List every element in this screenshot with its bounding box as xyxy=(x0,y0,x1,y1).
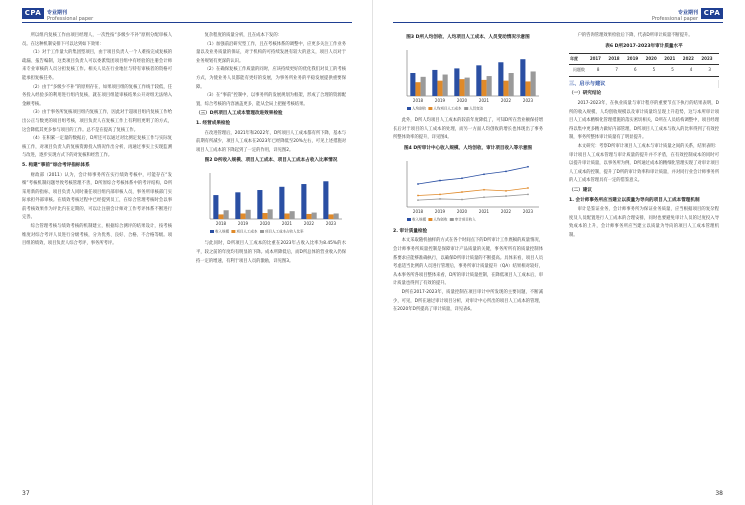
paragraph: （4）在积累一定量的数据后，D所还可以通过对比测定复核工作与实际复核工作，对项目负责人的复核资源投入情况作出分析，再通过事实上实现监测与改进，逐步实现方式下的对复核和经营工作。 xyxy=(22,136,172,159)
paragraph: （3）由于事务所复核项目组内复核工作，因此对于超项目组内复核工作给出公正与数更的项目组考核，项目负责人在复核工作上有利用更明了的方式，这会降低其更多参与项目的工作。总不是在提高了复核工作。 xyxy=(22,110,172,133)
paragraph: 2017-2023年，在执业质量与审计程序的重要节点下执行的结果表明，D所的收入规模、人均创收规模以及审计质量均呈现上升趋势，这与本所审计项目人工成本精细化管理措施的落实密切相关，D所在人员结构调整中，项目经理得以集中更多精力做好内部管理，D所项目人工成本与收入的比率得到了有效控制，事务所整体审计质量有了明显提升。 xyxy=(569,100,719,141)
journal-logo-right: CPA xyxy=(701,8,723,19)
page-number-left: 37 xyxy=(22,490,30,497)
data-point xyxy=(483,196,485,198)
table-cell: 5 xyxy=(645,65,664,77)
x-tick-label: 2021 xyxy=(478,208,490,214)
x-tick-label: 2021 xyxy=(281,221,293,227)
data-point xyxy=(483,189,485,191)
bar xyxy=(284,214,289,220)
data-point xyxy=(483,173,485,175)
legend-label: 审计项目收入 xyxy=(454,217,476,222)
legend-label: 人均创收 xyxy=(412,106,426,111)
figure-caption: 图4 D所审计中心收入规模、人均创收、审计项目收入等示意图 xyxy=(403,145,533,151)
data-point xyxy=(439,198,441,200)
bar xyxy=(240,214,245,220)
table-row xyxy=(569,65,719,77)
subsection-heading: 1. 会计师事务所应当建立以质量为导向的项目人工成本管理机制 xyxy=(569,197,700,203)
data-point xyxy=(439,193,441,195)
legend-swatch xyxy=(231,230,235,233)
data-point xyxy=(505,195,507,197)
data-point xyxy=(461,177,463,179)
table-caption: 表6 D所2017-2023年审计质量水平 xyxy=(605,43,683,49)
subsection-heading: 2. 审计质量检验 xyxy=(393,228,428,234)
page-number-right: 38 xyxy=(715,490,723,497)
journal-title: 专业期刊 xyxy=(47,10,68,16)
legend-label: 人均创收 xyxy=(433,217,448,222)
right-column-1 xyxy=(393,32,543,315)
paragraph: （1）加强前沿研究型工作，且在考核体系的调整中，应更多关注工作业务量以及业务质量的保证，对于机构的可持续发展有较大的意义，项目人员对于业务规划有更深的认识。 xyxy=(196,41,346,64)
bar xyxy=(235,193,240,220)
x-tick-label: 2020 xyxy=(259,221,271,227)
right-column-2 xyxy=(569,32,719,240)
data-point xyxy=(461,198,463,200)
bar xyxy=(301,184,306,219)
table-header-cell: 2018 xyxy=(607,53,626,65)
journal-header-right xyxy=(652,10,698,22)
bar xyxy=(213,195,218,219)
subsection-heading: （一）研究结论 xyxy=(569,91,602,97)
x-tick-label: 2022 xyxy=(500,208,512,214)
table-header-cell: 2020 xyxy=(645,53,664,65)
chart-3 xyxy=(393,44,543,114)
paragraph: 所以组内复核工作由项目经理人，一次性按“多级少不补”原则分配审核人员。在这种机制安排下可以达到如下效果： xyxy=(22,33,172,47)
x-tick-label: 2019 xyxy=(434,208,446,214)
paragraph: 审计是鉴证业务，会计师事务所为保证业务质量，应当根据项目的复杂程度及人员配置进行人工成本的合理安排，同时也要避免审计人员的过度投入导致成本的上升，会计师事务所应当建立以质量为导向的项目人工成本管理机制。 xyxy=(569,207,719,238)
bar xyxy=(487,76,492,96)
bar xyxy=(498,62,503,96)
legend-swatch xyxy=(428,107,432,110)
series-line xyxy=(418,194,528,200)
figure-2 xyxy=(196,167,346,237)
bar xyxy=(432,70,437,96)
right-page xyxy=(373,0,745,505)
bar xyxy=(531,71,536,96)
legend-swatch xyxy=(260,230,264,233)
series-line xyxy=(418,188,528,195)
table-header-cell: 2021 xyxy=(663,53,682,65)
table-header-cell: 年度 xyxy=(569,53,589,65)
figure-caption: 图3 D所人均创收、人均项目人工成本、人员变动情况示意图 xyxy=(406,35,530,40)
data-point xyxy=(417,194,419,196)
paragraph: 与此同时，D所项目人工成本的比重在2023年占收入比率为8.45%的水平，较之前的年度均有明显的下降。成本所降低后，而D所总体的营业收入仍保持一定的增速，有利于项目人员的激励，详见图3。 xyxy=(196,241,346,264)
subsection-heading: 1. 经营成果检验 xyxy=(196,120,231,126)
legend-label: 收入规模 xyxy=(215,230,229,235)
x-tick-label: 2023 xyxy=(325,221,337,227)
legend-label: 项目人工成本占收入比率 xyxy=(265,230,304,235)
bar xyxy=(328,215,333,220)
figure-4 xyxy=(393,155,543,225)
data-point xyxy=(505,170,507,172)
paragraph: 户的咨询管理效果检验后下降，代表D所审计质量不断提升。 xyxy=(577,33,693,38)
figure-3 xyxy=(393,44,543,114)
bar xyxy=(525,81,530,96)
table-header-cell: 2019 xyxy=(626,53,645,65)
table-header-cell: 2017 xyxy=(589,53,608,65)
legend-label: 人均项目人工成本 xyxy=(433,106,462,111)
paragraph: （2）在确保复核工作质量的同时，应该持续更好的优化我们对员工的考核方式，为使业务人员都能有更好的发展，为事务所业务的平稳发展提供重要保障。 xyxy=(196,67,346,90)
bar xyxy=(262,213,267,219)
left-column-1 xyxy=(22,32,172,249)
bar xyxy=(465,78,470,96)
table-header-cell: 2023 xyxy=(700,53,719,65)
x-tick-label: 2020 xyxy=(456,208,468,214)
bar xyxy=(246,210,251,219)
chart-4 xyxy=(393,155,543,225)
x-tick-label: 2018 xyxy=(215,221,227,227)
table-cell: 7 xyxy=(607,65,626,77)
data-point xyxy=(417,183,419,185)
legend-swatch xyxy=(428,218,432,221)
paragraph: 财政部（2011）认为，会计师事务所在实行绩效考核中，可能存在“发细”考核机制问题导致考核管理不善，D所原综合考核体系中的考评结构，D所采用新的指标，项目负责人同时兼任项目组内部审核人员，事务所审核部门实际承担外部审核。在绩效考核过程中已经提到员工，在综合管理考核时会以事前考核效果作为评比内在定期的，可以让注册会计师对工作考评体系不断进行完善。 xyxy=(22,172,172,221)
subsection-heading: （二）建议 xyxy=(569,187,592,193)
bar xyxy=(306,214,311,219)
table-header-cell: 2022 xyxy=(682,53,701,65)
x-tick-label: 2022 xyxy=(500,98,512,103)
bar xyxy=(334,214,339,220)
bar xyxy=(257,190,262,219)
paragraph: 此外，D所人均项目人工成本的较前年度降低了，可知D所在营业额保持增长后对于项目的人工成本的处理，而另一方面人均创收的增长也体现出了事务所整体效率的提升，详见图4。 xyxy=(393,118,543,141)
table-cell: 4 xyxy=(682,65,701,77)
data-point xyxy=(505,190,507,192)
legend-swatch xyxy=(464,107,468,110)
figure-caption: 图2 D所收入规模、项目人工成本、项目人工成本占收入比率情况 xyxy=(204,158,338,164)
x-tick-label: 2018 xyxy=(412,98,424,103)
legend-swatch xyxy=(407,218,411,221)
legend-label: 人员变动 xyxy=(469,106,484,111)
table-cell: 3 xyxy=(700,65,719,77)
journal-subtitle-right: Professional paper xyxy=(651,16,698,22)
left-column-2 xyxy=(196,32,346,266)
x-tick-label: 2022 xyxy=(303,221,315,227)
bar xyxy=(437,81,442,96)
data-point xyxy=(527,193,529,195)
bar xyxy=(443,75,448,96)
journal-title-right: 专业期刊 xyxy=(677,10,698,16)
bar xyxy=(476,65,481,96)
legend-label: 项目人工成本 xyxy=(236,230,258,235)
data-point xyxy=(527,187,529,189)
paragraph: （3）在“事前”控制中，以事务所的发展规划为框架，形成了合理的资源配置，综合考核的内容涵盖更多，能从全局上把握考核结果。 xyxy=(196,93,346,107)
bar xyxy=(509,73,514,96)
x-tick-label: 2019 xyxy=(434,98,446,103)
table-cell: 5 xyxy=(663,65,682,77)
bar xyxy=(268,210,273,220)
paragraph: 综合管理考核与绩效考核的机制建立，根据综合测评的结果设计，按考核维度对综合考评人员进行分级考核，分为优秀、良好、合格、不合格等级。项目组的绩效，项目负责人综合考评，事务所考评。 xyxy=(22,224,172,247)
x-tick-label: 2023 xyxy=(522,208,534,214)
bar xyxy=(224,211,229,220)
data-point xyxy=(439,179,441,181)
bar xyxy=(410,73,415,96)
x-tick-label: 2019 xyxy=(237,221,249,227)
bar xyxy=(421,77,426,96)
paragraph: （2）由于“多级少不补”的原则存在，如果项目组的复核工作线于较低，任务投入经验多的利用进行组内复核，就在项目组能审核结果公开对组无法纳入金额考核。 xyxy=(22,84,172,107)
bar xyxy=(459,79,464,96)
data-point xyxy=(417,199,419,201)
paragraph: 复杂程度的质量分析，且在成本下发的： xyxy=(204,33,282,38)
bar xyxy=(454,68,459,96)
journal-logo: CPA xyxy=(22,8,44,19)
paragraph: D所在2017-2023年，质量控制在项目审计中所发现的主要问题，不断减少，可见，D所在通过审计项目分析，对审计中心所出的项目人工成本的管理，在2020年D所提高了审计质量，详见表6。 xyxy=(393,289,543,313)
legend-swatch xyxy=(407,107,411,110)
data-point xyxy=(461,191,463,193)
x-tick-label: 2023 xyxy=(522,98,534,103)
bar xyxy=(290,211,295,219)
table-header-row xyxy=(569,53,719,65)
legend-label: 收入规模 xyxy=(412,217,426,222)
bar xyxy=(312,213,317,219)
section-heading: （三）D所项目人工成本管理改进效果检验 xyxy=(196,111,283,117)
series-line xyxy=(418,167,528,184)
paragraph: （1）对于工作量大的集团型项目，由于项目负责人一个人难按完成复核的疏漏、报告编制，这类项目负责人可以委派集团项目组中有经验的注册会计师来专业审核的人员分担复核工作。相关人员在行业地位与特有审核者的资格可能承担复核任务。 xyxy=(22,50,172,81)
legend-swatch xyxy=(450,218,454,221)
table-body xyxy=(569,65,719,77)
quality-table xyxy=(569,53,719,77)
section-title: 三、启示与建议 xyxy=(569,80,719,89)
header-rule xyxy=(22,22,352,23)
section-heading: 5. 构建“事前”综合考评指标体系 xyxy=(22,162,90,168)
table-cell: 问题数 xyxy=(569,65,589,77)
legend-swatch xyxy=(210,230,214,233)
x-tick-label: 2018 xyxy=(412,208,424,214)
bar xyxy=(323,182,328,220)
x-tick-label: 2021 xyxy=(478,98,490,103)
chart-2 xyxy=(196,167,346,237)
table-cell: 8 xyxy=(589,65,608,77)
bar xyxy=(481,80,486,96)
journal-subtitle: Professional paper xyxy=(47,16,94,22)
journal-header xyxy=(47,10,93,22)
data-point xyxy=(527,166,529,168)
paragraph: 在改进管理后，2021年和2022年，D所项目人工成本都有所下降，基本与前期有所减少，项目人工成本在2023年已经降低至20%左右，可见上述措施对项目人工成本的下降起到了一定的作用，详见图2。 xyxy=(196,130,346,153)
paragraph: 本文采取随机抽样的方式在各个时间点下的D所审计工作底稿的质量情况，会计师事务所质量控制是保障审计产品质量的关键，事务所所有的质量控制体系要求应能够准确执行，以确保D所审计质量的不断提高。具体来看，项目人员考虑适当比例的人员进行管理后，事务所审计质量提升（QA）结果相对较好，从本事务所各项目整体来看，D所的审计质量控制，在降低项目人工成本后，审计质量也得到了有效的提升。 xyxy=(393,238,543,287)
bar xyxy=(415,82,420,96)
paragraph: 本文研究：考察D所审计项目人工成本与审计质量之间的关系，结果表明：审计项目人工成本管理与审计质量的提升并不矛盾，在有效控制成本的同时可以提升审计质量，以事务所为例，D所通过成本的精细化管理实现了对审计项目人工成本的控制，提升了D所的审计效率和审计质量，并对同行业会计师事务所的人工成本管理具有一定的借鉴意义。 xyxy=(569,143,719,184)
bar xyxy=(503,81,508,96)
header-rule-right xyxy=(393,22,723,23)
bar xyxy=(279,187,284,219)
x-tick-label: 2020 xyxy=(456,98,468,103)
table-cell: 6 xyxy=(626,65,645,77)
bar xyxy=(218,215,223,220)
bar xyxy=(520,59,525,96)
